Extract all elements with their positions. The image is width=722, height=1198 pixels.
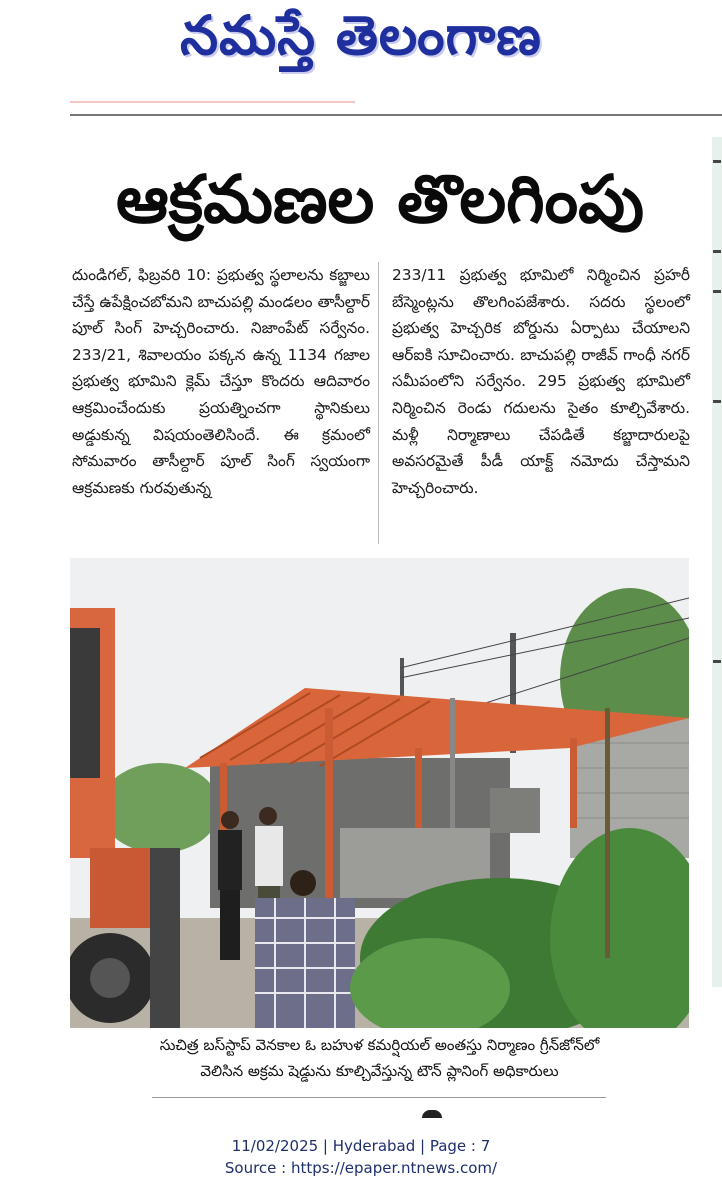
adjacent-article-mark — [713, 290, 721, 293]
article-column-left — [72, 262, 370, 501]
masthead — [0, 0, 722, 90]
news-photo — [70, 558, 689, 1028]
article-end-rule — [152, 1097, 606, 1098]
article-body-left: దుండిగల్‌, ఫిబ్రవరి 10: ప్రభుత్వ స్థలాలను కబ్జాలు చేస్తే ఉపేక్షించబోమని బాచుపల్లి మండలం తాసీల్దార్‌ పూల్‌ సింగ్‌ హెచ్చరించారు. నిజాంపేట్‌ సర్వేనం. 233/21, శివాలయం పక్కన ఉన్న 1134 గజాల ప్రభుత్వ భూమిని క్లెమ్‌ చేస్తూ కొందరు ఆదివారం ఆక్రమించేందుకు ప్రయత్నించగా స్థానికులు అడ్డుకున్న విషయంతెలిసిందే. ఈ క్రమంలో సోమవారం తాసీల్దార్‌ పూల్‌ సింగ్‌ స్వయంగా ఆక్రమణకు గురవుతున్న — [72, 266, 370, 497]
page-footer — [0, 1135, 722, 1179]
article-headline: ఆక్రమణల తొలగింపు — [116, 161, 644, 238]
adjacent-article-mark — [713, 250, 721, 253]
adjacent-article-mark — [713, 160, 721, 163]
column-divider — [378, 262, 379, 544]
adjacent-article-mark — [713, 400, 721, 403]
source-link[interactable]: Source : https://epaper.ntnews.com/ — [224, 1159, 498, 1177]
adjacent-article-mark — [713, 660, 721, 663]
article-body-right: 233/11 ప్రభుత్వ భూమిలో నిర్మించిన ప్రహరీ బేస్మెంట్లను తొలగింపజేశారు. సదరు స్థలంలో ప్రభుత్వ హెచ్చరిక బోర్డును ఏర్పాటు చేయాలని ఆర్‌ఐకి సూచించారు. బాచుపల్లి రాజీవ్‌ గాంధీ నగర్‌ సమీపంలోని సర్వేనం. 295 ప్రభుత్వ భూమిలో నిర్మించిన రెండు గదులను సైతం కూల్చివేశారు. మళ్లీ నిర్మాణాలు చేపడితే కబ్జాదారులపై అవసరమైతే పీడీ యాక్ట్‌ నమోదు చేస్తామని హెచ్చరించారు. — [392, 266, 690, 497]
article-column-right — [392, 262, 690, 501]
masthead-divider — [70, 114, 722, 116]
next-article-fragment — [422, 1110, 442, 1118]
newspaper-logo: నమస్తే తెలంగాణ — [180, 4, 542, 67]
photo-caption — [70, 1032, 689, 1084]
photo-caption-line: సుచిత్ర బస్‌స్టాప్‌ వెనకాల ఓ బహుళ కమర్షియల్‌ అంతస్తు నిర్మాణం గ్రీన్‌జోన్‌లో — [159, 1036, 600, 1054]
edition-info: 11/02/2025 | Hyderabad | Page : 7 — [231, 1137, 491, 1155]
photo-caption-line: వెలిసిన అక్రమ షెడ్డును కూల్చివేస్తున్న టౌన్‌ ప్లానింగ్‌ అధికారులు — [200, 1062, 559, 1080]
demolition-scene-image — [70, 558, 689, 1028]
masthead-accent-rule — [70, 101, 355, 103]
adjacent-article-strip — [712, 137, 722, 987]
